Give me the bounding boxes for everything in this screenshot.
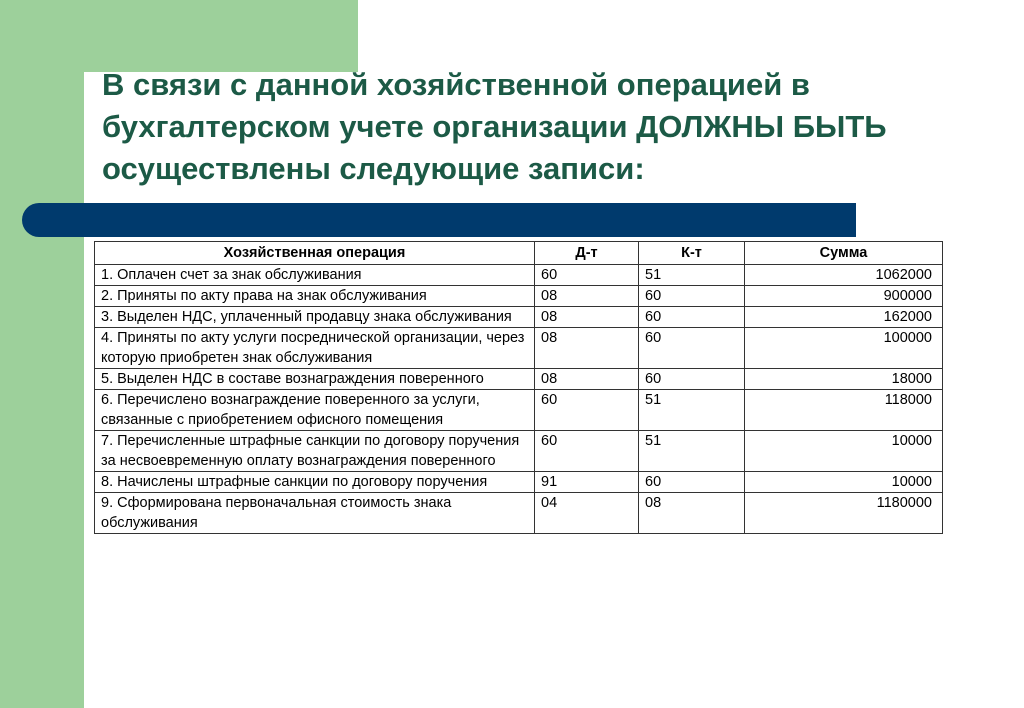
amount-cell: 162000	[745, 307, 943, 328]
amount-cell: 900000	[745, 286, 943, 307]
green-side-panel	[0, 0, 84, 708]
credit-cell: 60	[639, 328, 745, 369]
credit-cell: 08	[639, 493, 745, 534]
operation-cell: 5. Выделен НДС в составе вознаграждения поверенного	[95, 369, 535, 390]
table-row	[95, 307, 943, 328]
amount-cell: 10000	[745, 431, 943, 472]
amount-cell: 100000	[745, 328, 943, 369]
table-row	[95, 493, 943, 534]
table-row	[95, 431, 943, 472]
title-underline-bar	[22, 203, 856, 237]
credit-cell: 60	[639, 472, 745, 493]
table-row	[95, 369, 943, 390]
credit-cell: 51	[639, 265, 745, 286]
debit-cell: 08	[535, 286, 639, 307]
operation-cell: 3. Выделен НДС, уплаченный продавцу знака обслуживания	[95, 307, 535, 328]
operation-cell: 2. Приняты по акту права на знак обслуживания	[95, 286, 535, 307]
operation-cell: 7. Перечисленные штрафные санкции по договору поручения за несвоевременную оплату вознаграждения поверенного	[95, 431, 535, 472]
debit-cell: 08	[535, 328, 639, 369]
operations-table	[94, 241, 943, 534]
table-header-row	[95, 242, 943, 265]
header-credit: К-т	[639, 242, 745, 265]
operation-cell: 1. Оплачен счет за знак обслуживания	[95, 265, 535, 286]
header-debit: Д-т	[535, 242, 639, 265]
operation-cell: 9. Сформирована первоначальная стоимость знака обслуживания	[95, 493, 535, 534]
amount-cell: 118000	[745, 390, 943, 431]
debit-cell: 91	[535, 472, 639, 493]
debit-cell: 60	[535, 390, 639, 431]
header-operation: Хозяйственная операция	[95, 242, 535, 265]
table-row	[95, 390, 943, 431]
amount-cell: 18000	[745, 369, 943, 390]
debit-cell: 60	[535, 431, 639, 472]
amount-cell: 1062000	[745, 265, 943, 286]
credit-cell: 60	[639, 307, 745, 328]
credit-cell: 60	[639, 286, 745, 307]
debit-cell: 60	[535, 265, 639, 286]
debit-cell: 08	[535, 307, 639, 328]
table-row	[95, 286, 943, 307]
slide-title: В связи с данной хозяйственной операцией в бухгалтерском учете организации ДОЛЖНЫ БЫТЬ осуществлены следующие записи:	[102, 67, 887, 186]
amount-cell: 1180000	[745, 493, 943, 534]
table-row	[95, 472, 943, 493]
green-top-panel	[0, 0, 358, 72]
credit-cell: 51	[639, 390, 745, 431]
debit-cell: 04	[535, 493, 639, 534]
table-row	[95, 265, 943, 286]
table-row	[95, 328, 943, 369]
operation-cell: 8. Начислены штрафные санкции по договору поручения	[95, 472, 535, 493]
credit-cell: 51	[639, 431, 745, 472]
credit-cell: 60	[639, 369, 745, 390]
operation-cell: 4. Приняты по акту услуги посреднической организации, через которую приобретен знак обслуживания	[95, 328, 535, 369]
operation-cell: 6. Перечислено вознаграждение поверенного за услуги, связанные с приобретением офисного помещения	[95, 390, 535, 431]
debit-cell: 08	[535, 369, 639, 390]
amount-cell: 10000	[745, 472, 943, 493]
header-amount: Сумма	[745, 242, 943, 265]
